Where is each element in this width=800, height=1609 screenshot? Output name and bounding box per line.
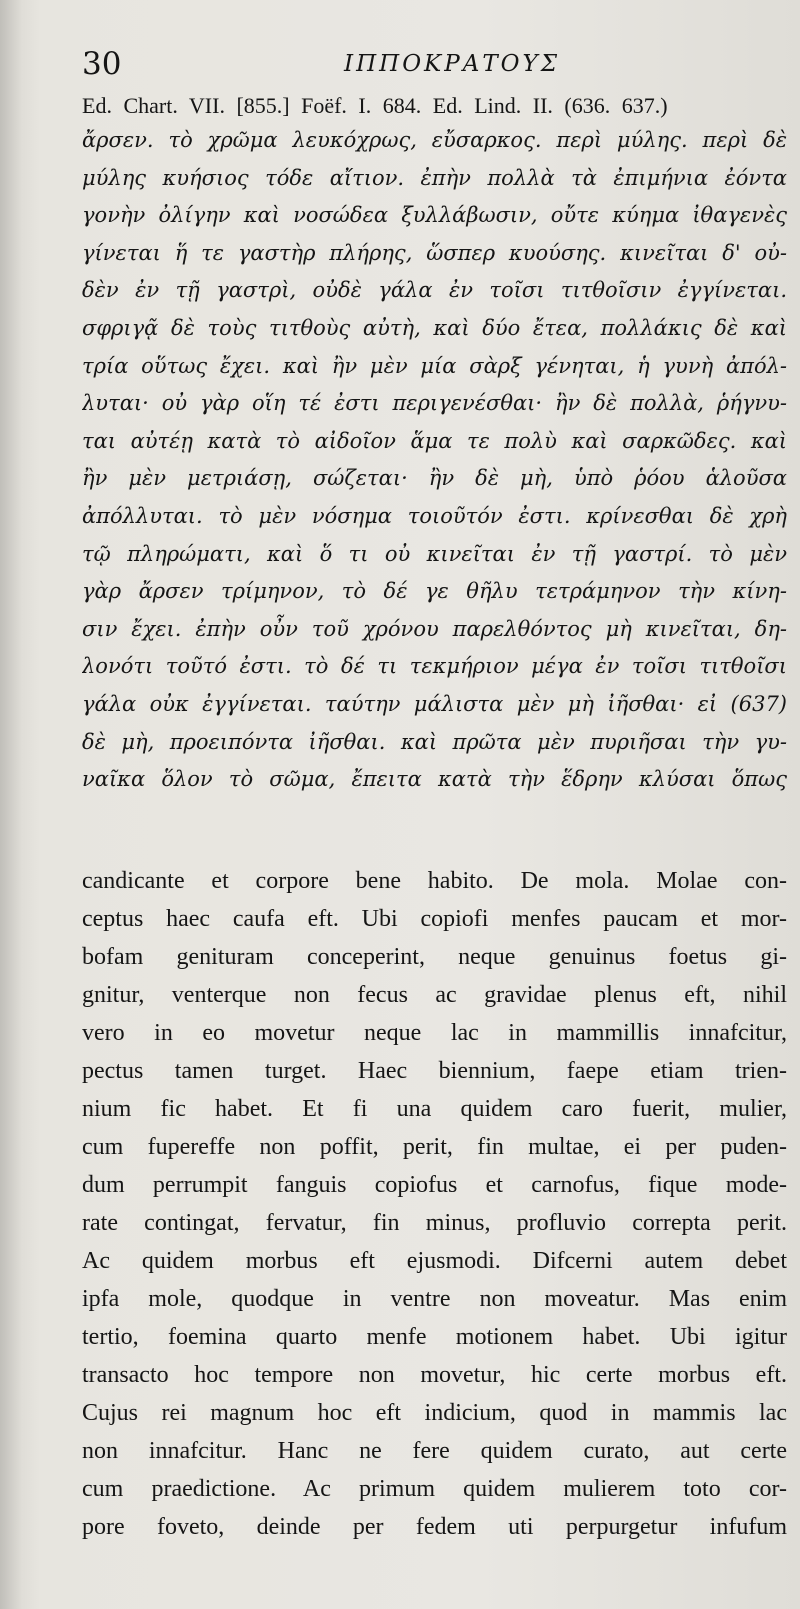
page-number: 30 <box>82 46 122 82</box>
greek-line: δὲν ἐν τῇ γαστρὶ, οὐδὲ γάλα ἐν τοῖσι τιτθοῖσιν ἐγγίνεται. <box>82 278 787 303</box>
latin-line: vero in eo movetur neque lac in mammillis innafcitur, <box>82 1020 787 1046</box>
greek-line: τῷ πληρώματι, καὶ ὅ τι οὐ κινεῖται ἐν τῇ γαστρί. τὸ μὲν <box>82 541 787 566</box>
latin-line: Cujus rei magnum hoc eft indicium, quod in mammis lac <box>82 1400 787 1426</box>
latin-translation <box>82 862 787 1546</box>
latin-line: cum praedictione. Ac primum quidem mulierem toto cor- <box>82 1476 787 1502</box>
latin-line: pectus tamen turget. Haec biennium, faepe etiam trien- <box>82 1058 787 1084</box>
latin-line: ceptus haec caufa eft. Ubi copiofi menfes paucam et mor- <box>82 906 787 932</box>
edition-reference: Ed. Chart. VII. [855.] Foëf. I. 684. Ed. Lind. II. (636. 637.) <box>82 93 668 118</box>
latin-line: transacto hoc tempore non movetur, hic certe morbus eft. <box>82 1362 787 1388</box>
running-head: ΙΠΠΟΚΡΑΤΟΥΣ <box>344 51 560 77</box>
greek-line: γονὴν ὀλίγην καὶ νοσώδεα ξυλλάβωσιν, οὔτε κύημα ἰθαγενὲς <box>82 203 787 228</box>
latin-line: pore foveto, deinde per fedem uti perpurgetur infufum <box>82 1514 787 1540</box>
greek-line: ἀπόλλυται. τὸ μὲν νόσημα τοιοῦτόν ἐστι. κρίνεσθαι δὲ χρὴ <box>82 503 787 528</box>
greek-line: λυται· οὐ γὰρ οἵη τέ ἐστι περιγενέσθαι· ἢν δὲ πολλὰ, ῥήγνυ- <box>82 391 787 416</box>
greek-line: ναῖκα ὅλον τὸ σῶμα, ἔπειτα κατὰ τὴν ἕδρην κλύσαι ὅπως <box>82 767 787 792</box>
latin-line: cum fupereffe non poffit, perit, fin multae, ei per puden- <box>82 1134 787 1160</box>
greek-line: μύλης κυήσιος τόδε αἴτιον. ἐπὴν πολλὰ τὰ ἐπιμήνια ἐόντα <box>82 165 787 190</box>
latin-line: bofam genituram conceperint, neque genuinus foetus gi- <box>82 944 787 970</box>
greek-line: σιν ἔχει. ἐπὴν οὖν τοῦ χρόνου παρελθόντος μὴ κινεῖται, δη- <box>82 616 787 641</box>
greek-line: ται αὐτέῃ κατὰ τὸ αἰδοῖον ἅμα τε πολὺ καὶ σαρκῶδες. καὶ <box>82 428 787 453</box>
latin-line: nium fic habet. Et fi una quidem caro fuerit, mulier, <box>82 1096 787 1122</box>
latin-line: dum perrumpit fanguis copiofus et carnofus, fique mode- <box>82 1172 787 1198</box>
latin-line: candicante et corpore bene habito. De mola. Molae con- <box>82 868 787 894</box>
greek-line: σφριγᾷ δὲ τοὺς τιτθοὺς αὐτὴ, καὶ δύο ἔτεα, πολλάκις δὲ καὶ <box>82 315 787 340</box>
latin-line: tertio, foemina quarto menfe motionem habet. Ubi igitur <box>82 1324 787 1350</box>
latin-line: gnitur, venterque non fecus ac gravidae plenus eft, nihil <box>82 982 787 1008</box>
latin-line: ipfa mole, quodque in ventre non moveatur. Mas enim <box>82 1286 787 1312</box>
greek-line: ἢν μὲν μετριάσῃ, σώζεται· ἢν δὲ μὴ, ὑπὸ ῥόου ἁλοῦσα <box>82 466 787 491</box>
greek-line: δὲ μὴ, προειπόντα ἰῆσθαι. καὶ πρῶτα μὲν πυριῆσαι τὴν γυ- <box>82 729 787 754</box>
greek-line: γάλα οὐκ ἐγγίνεται. ταύτην μάλιστα μὲν μὴ ἰῆσθαι· εἰ (637) <box>82 691 787 716</box>
latin-line: Ac quidem morbus eft ejusmodi. Difcerni autem debet <box>82 1248 787 1274</box>
binding-shadow <box>0 0 22 1609</box>
greek-line: γὰρ ἄρσεν τρίμηνον, τὸ δέ γε θῆλυ τετράμηνον τὴν κίνη- <box>82 579 787 604</box>
greek-line: λονότι τοῦτό ἐστι. τὸ δέ τι τεκμήριον μέγα ἐν τοῖσι τιτθοῖσι <box>82 654 787 679</box>
latin-line: non innafcitur. Hanc ne fere quidem curato, aut certe <box>82 1438 787 1464</box>
latin-line: rate contingat, fervatur, fin minus, profluvio correpta perit. <box>82 1210 787 1236</box>
greek-text <box>82 122 787 799</box>
greek-line: γίνεται ἥ τε γαστὴρ πλήρης, ὥσπερ κυούσης. κινεῖται δ' οὐ- <box>82 240 787 265</box>
greek-line: ἄρσεν. τὸ χρῶμα λευκόχρως, εὔσαρκος. περὶ μύλης. περὶ δὲ <box>82 128 787 152</box>
greek-line: τρία οὕτως ἔχει. καὶ ἢν μὲν μία σὰρξ γένηται, ἡ γυνὴ ἀπόλ- <box>82 353 787 378</box>
